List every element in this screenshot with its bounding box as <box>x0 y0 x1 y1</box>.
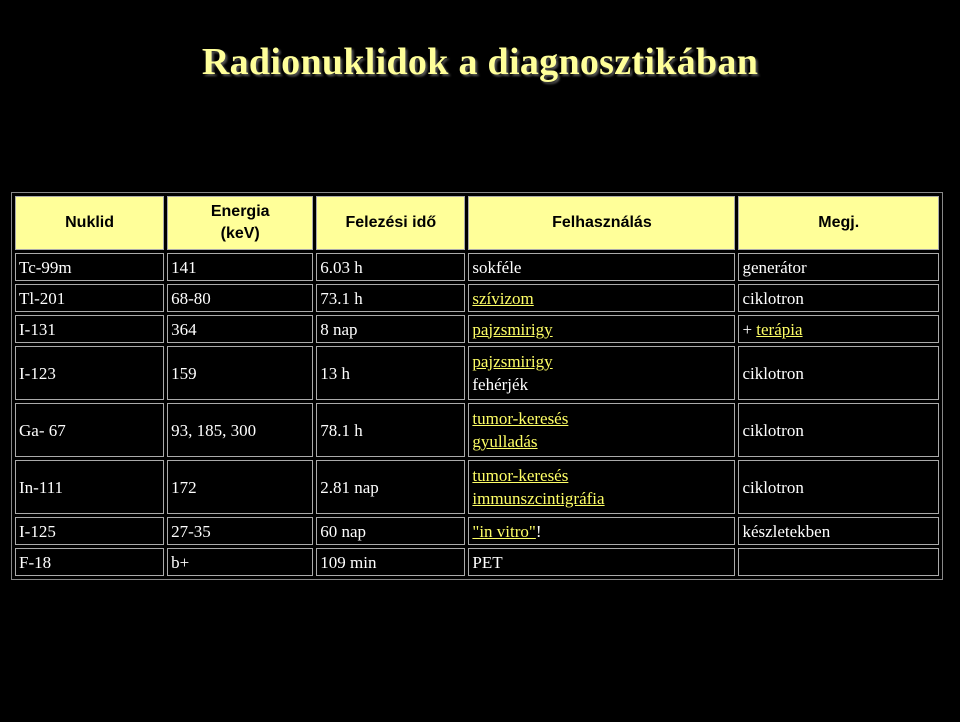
cell-megj <box>738 315 939 343</box>
cell-nuklid: F-18 <box>15 548 164 576</box>
cell-felezesi-ido: 73.1 h <box>316 284 465 312</box>
felhasznalas-line <box>472 551 731 574</box>
header-nuklid: Nuklid <box>15 196 164 250</box>
table-row <box>15 284 939 312</box>
cell-energia: b+ <box>167 548 313 576</box>
felhasznalas-line <box>472 464 731 487</box>
header-felhasznalas: Felhasználás <box>468 196 735 250</box>
cell-felhasznalas <box>468 315 735 343</box>
header-energia-line1: Energia <box>210 203 270 220</box>
cell-megj <box>738 284 939 312</box>
header-felezesi-ido: Felezési idő <box>316 196 465 250</box>
cell-energia: 27-35 <box>167 517 313 545</box>
cell-energia: 68-80 <box>167 284 313 312</box>
felhasznalas-link[interactable]: pajzsmirigy <box>472 319 553 339</box>
cell-felezesi-ido: 60 nap <box>316 517 465 545</box>
table-row <box>15 315 939 343</box>
felhasznalas-text: PET <box>472 552 503 572</box>
cell-energia: 364 <box>167 315 313 343</box>
felhasznalas-line <box>472 373 731 396</box>
cell-energia: 172 <box>167 460 313 514</box>
felhasznalas-link[interactable]: szívizom <box>472 288 534 308</box>
felhasznalas-line <box>472 487 731 510</box>
header-energia <box>167 196 313 250</box>
table-body <box>15 253 939 576</box>
cell-energia: 141 <box>167 253 313 281</box>
cell-megj <box>738 517 939 545</box>
cell-felhasznalas <box>468 403 735 457</box>
cell-megj <box>738 403 939 457</box>
megj-text: ciklotron <box>742 477 804 497</box>
felhasznalas-line <box>472 520 731 543</box>
cell-nuklid: I-125 <box>15 517 164 545</box>
cell-felhasznalas <box>468 253 735 281</box>
cell-energia: 159 <box>167 346 313 400</box>
felhasznalas-link[interactable]: pajzsmirigy <box>472 352 553 371</box>
table-row <box>15 253 939 281</box>
cell-nuklid: Tl-201 <box>15 284 164 312</box>
felhasznalas-line <box>472 256 731 279</box>
megj-text: generátor <box>742 257 807 277</box>
felhasznalas-line <box>472 318 731 341</box>
table-row <box>15 517 939 545</box>
megj-text: készletekben <box>742 521 831 541</box>
megj-text: ciklotron <box>742 288 804 308</box>
cell-felhasznalas <box>468 460 735 514</box>
page-title: Radionuklidok a diagnosztikában <box>201 41 759 83</box>
felhasznalas-link[interactable]: "in vitro" <box>472 521 536 541</box>
cell-nuklid: I-131 <box>15 315 164 343</box>
felhasznalas-line <box>472 430 731 453</box>
cell-energia: 93, 185, 300 <box>167 403 313 457</box>
cell-nuklid: In-111 <box>15 460 164 514</box>
cell-megj <box>738 548 939 576</box>
cell-felhasznalas <box>468 517 735 545</box>
table-header-row <box>15 196 939 250</box>
cell-megj <box>738 460 939 514</box>
felhasznalas-line <box>472 287 731 310</box>
cell-felezesi-ido: 6.03 h <box>316 253 465 281</box>
cell-felezesi-ido: 109 min <box>316 548 465 576</box>
cell-felezesi-ido: 78.1 h <box>316 403 465 457</box>
felhasznalas-suffix: ! <box>535 521 542 541</box>
megj-link[interactable]: terápia <box>756 319 803 339</box>
felhasznalas-text: sokféle <box>472 257 522 277</box>
felhasznalas-text: fehérjék <box>472 375 529 394</box>
felhasznalas-link[interactable]: immunszcintigráfia <box>472 489 605 508</box>
cell-felezesi-ido: 13 h <box>316 346 465 400</box>
cell-felhasznalas <box>468 548 735 576</box>
felhasznalas-line <box>472 407 731 430</box>
felhasznalas-line <box>472 350 731 373</box>
cell-megj <box>738 253 939 281</box>
cell-nuklid: Ga- 67 <box>15 403 164 457</box>
cell-nuklid: Tc-99m <box>15 253 164 281</box>
table-row <box>15 346 939 400</box>
felhasznalas-link[interactable]: tumor-keresés <box>472 466 569 485</box>
cell-felhasznalas <box>468 346 735 400</box>
megj-text: ciklotron <box>742 420 804 440</box>
felhasznalas-link[interactable]: tumor-keresés <box>472 409 569 428</box>
cell-felezesi-ido: 8 nap <box>316 315 465 343</box>
table-row <box>15 460 939 514</box>
table-row <box>15 548 939 576</box>
cell-felezesi-ido: 2.81 nap <box>316 460 465 514</box>
header-energia-line2: (keV) <box>220 225 260 242</box>
radionuclide-table <box>11 192 943 580</box>
cell-felhasznalas <box>468 284 735 312</box>
megj-prefix: + <box>742 319 757 339</box>
cell-nuklid: I-123 <box>15 346 164 400</box>
header-megj: Megj. <box>738 196 939 250</box>
megj-text: ciklotron <box>742 363 804 383</box>
cell-megj <box>738 346 939 400</box>
felhasznalas-link[interactable]: gyulladás <box>472 432 538 451</box>
table-row <box>15 403 939 457</box>
